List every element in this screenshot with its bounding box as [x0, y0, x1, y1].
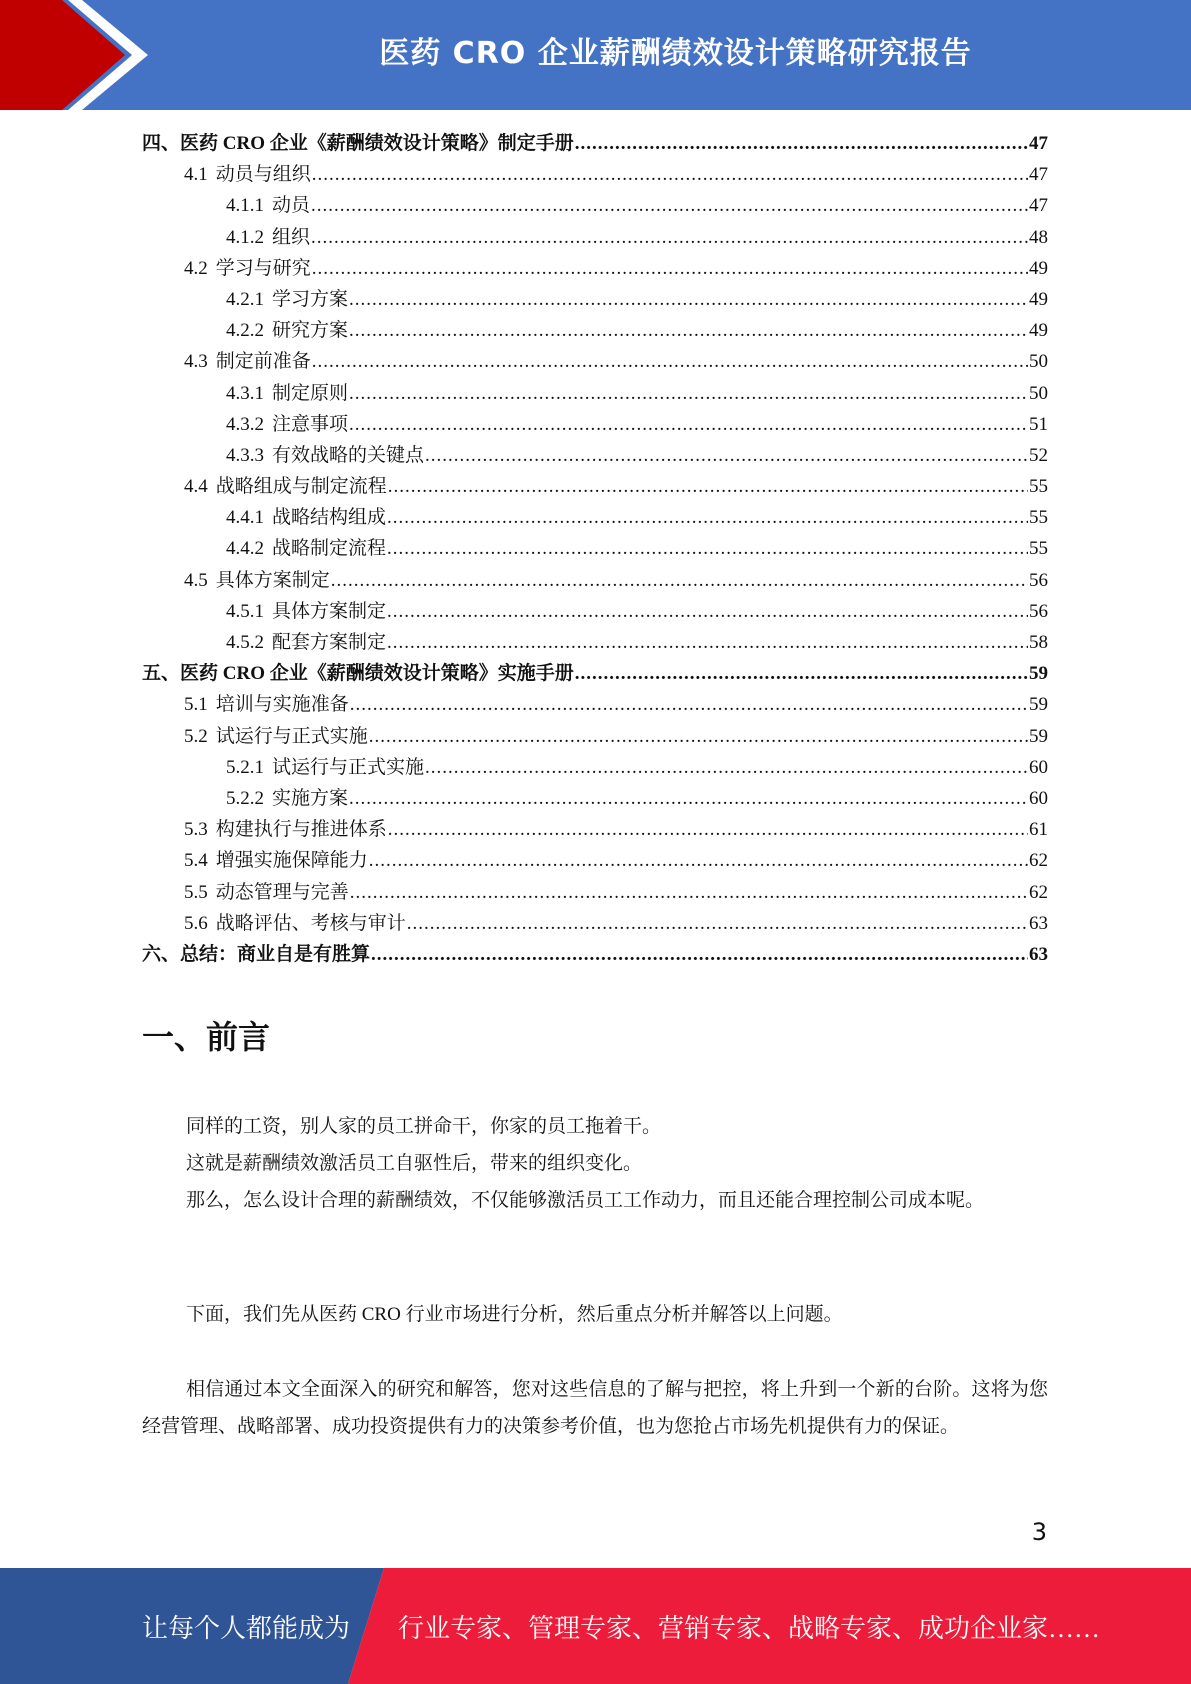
toc-dot-leader — [369, 850, 1028, 872]
toc-entry-page: 51 — [1029, 413, 1048, 435]
section-heading: 一、前言 — [142, 1018, 271, 1056]
toc-entry-number: 4.3 — [184, 351, 208, 373]
toc-entry[interactable] — [142, 315, 1048, 346]
toc-entry-label: 注意事项 — [272, 413, 349, 435]
toc-entry-number: 5.2.2 — [226, 787, 264, 809]
toc-entry[interactable] — [142, 471, 1048, 502]
toc-entry-label: 战略制定流程 — [272, 538, 387, 560]
body-paragraph: 相信通过本文全面深入的研究和解答，您对这些信息的了解与把控，将上升到一个新的台阶。这将为您经营管理、战略部署、成功投资提供有力的决策参考价值，也为您抢占市场先机提供有力的保证。 — [142, 1379, 1048, 1437]
toc-entry-number: 5.4 — [184, 850, 208, 872]
toc-dot-leader — [387, 538, 1028, 560]
toc-entry-label: 医药 CRO 企业《薪酬绩效设计策略》制定手册 — [180, 133, 574, 154]
toc-entry[interactable] — [142, 159, 1048, 190]
toc-entry-label: 具体方案制定 — [272, 600, 387, 622]
toc-dot-leader — [349, 383, 1028, 405]
toc-entry-number: 六、 — [142, 943, 181, 965]
toc-dot-leader — [312, 258, 1028, 280]
toc-entry-number: 5.5 — [184, 881, 208, 903]
toc-entry[interactable] — [142, 877, 1048, 908]
toc-entry[interactable] — [142, 533, 1048, 564]
body-paragraph: 这就是薪酬绩效激活员工自驱性后，带来的组织变化。 — [186, 1153, 643, 1174]
toc-dot-leader — [371, 944, 1028, 966]
toc-entry-page: 63 — [1029, 943, 1048, 965]
toc-entry-page: 60 — [1029, 787, 1048, 809]
toc-entry-number: 4.2 — [184, 257, 208, 279]
toc-entry[interactable] — [142, 596, 1048, 627]
toc-entry-number: 5.2 — [184, 725, 208, 747]
toc-entry-page: 50 — [1029, 351, 1048, 373]
toc-entry-label: 战略结构组成 — [272, 507, 387, 529]
toc-dot-leader — [425, 445, 1028, 467]
toc-entry-number: 4.4.1 — [226, 507, 264, 529]
toc-dot-leader — [575, 663, 1028, 685]
toc-entry-label: 学习方案 — [272, 288, 349, 310]
toc-entry-label: 总结：商业自是有胜算 — [180, 943, 371, 965]
toc-dot-leader — [312, 164, 1028, 186]
toc-dot-leader — [387, 507, 1028, 529]
toc-dot-leader — [387, 601, 1028, 623]
toc-entry-page: 49 — [1029, 320, 1048, 342]
toc-entry-label: 培训与实施准备 — [215, 694, 349, 716]
toc-dot-leader — [349, 289, 1028, 311]
body-paragraph: 同样的工资，别人家的员工拼命干，你家的员工拖着干。 — [186, 1116, 662, 1137]
toc-entry-page: 60 — [1029, 756, 1048, 778]
toc-entry-label: 有效战略的关键点 — [272, 444, 425, 466]
toc-entry-number: 4.3.2 — [226, 413, 264, 435]
toc-entry[interactable] — [142, 845, 1048, 876]
toc-entry[interactable] — [142, 128, 1048, 159]
toc-dot-leader — [388, 819, 1028, 841]
toc-entry-page: 56 — [1029, 600, 1048, 622]
toc-entry-label: 构建执行与推进体系 — [215, 819, 387, 841]
toc-dot-leader — [425, 757, 1028, 779]
toc-dot-leader — [349, 788, 1028, 810]
toc-entry-page: 55 — [1029, 476, 1048, 498]
toc-entry[interactable] — [142, 627, 1048, 658]
toc-entry-number: 4.2.1 — [226, 288, 264, 310]
toc-entry[interactable] — [142, 346, 1048, 377]
toc-entry-page: 47 — [1029, 164, 1048, 186]
toc-entry-page: 47 — [1029, 195, 1048, 217]
toc-entry-label: 动员 — [272, 195, 311, 217]
toc-entry-label: 战略组成与制定流程 — [215, 476, 387, 498]
toc-entry-label: 试运行与正式实施 — [272, 756, 425, 778]
toc-entry-number: 四、 — [142, 133, 181, 154]
toc-entry-number: 4.3.1 — [226, 382, 264, 404]
toc-entry[interactable] — [142, 284, 1048, 315]
footer-slogan-left: 让每个人都能成为 — [142, 1613, 351, 1643]
toc-dot-leader — [387, 632, 1028, 654]
toc-entry-page: 49 — [1029, 257, 1048, 279]
toc-entry-page: 61 — [1029, 819, 1048, 841]
toc-entry-label: 动态管理与完善 — [215, 881, 349, 903]
toc-entry-label: 组织 — [272, 226, 311, 248]
toc-dot-leader — [331, 570, 1028, 592]
body-paragraph: 下面，我们先从医药 CRO 行业市场进行分析，然后重点分析并解答以上问题。 — [186, 1304, 843, 1325]
page-number: 3 — [1031, 1518, 1047, 1546]
toc-entry-number: 4.5.2 — [226, 632, 264, 653]
toc-entry-number: 4.5.1 — [226, 600, 264, 622]
toc-entry-page: 56 — [1029, 569, 1048, 591]
toc-entry-label: 制定前准备 — [215, 351, 311, 373]
toc-entry-page: 59 — [1029, 663, 1048, 685]
toc-entry[interactable] — [142, 908, 1048, 939]
toc-entry-label: 战略评估、考核与审计 — [215, 912, 406, 934]
toc-entry[interactable] — [142, 939, 1048, 970]
toc-entry-page: 58 — [1029, 632, 1048, 653]
toc-entry-label: 学习与研究 — [215, 257, 311, 279]
toc-dot-leader — [369, 726, 1028, 748]
toc-entry[interactable] — [142, 689, 1048, 720]
footer-slogan-right: 行业专家、管理专家、营销专家、战略专家、成功企业家…… — [398, 1613, 1101, 1643]
toc-dot-leader — [311, 227, 1028, 249]
toc-entry-number: 4.4 — [184, 476, 208, 498]
toc-dot-leader — [349, 414, 1028, 436]
toc-dot-leader — [312, 351, 1028, 373]
toc-entry-number: 4.2.2 — [226, 320, 264, 342]
toc-dot-leader — [311, 195, 1028, 217]
toc-entry-label: 制定原则 — [272, 382, 349, 404]
toc-entry[interactable] — [142, 502, 1048, 533]
toc-entry[interactable] — [142, 814, 1048, 845]
toc-entry-label: 试运行与正式实施 — [215, 725, 368, 747]
toc-entry-page: 63 — [1029, 912, 1048, 934]
toc-entry-label: 具体方案制定 — [215, 569, 330, 591]
toc-entry-label: 实施方案 — [272, 787, 349, 809]
table-of-contents — [142, 128, 1048, 970]
toc-entry-number: 4.5 — [184, 569, 208, 591]
toc-entry-page: 62 — [1029, 881, 1048, 903]
toc-dot-leader — [575, 133, 1028, 155]
toc-entry[interactable] — [142, 253, 1048, 284]
toc-entry-label: 研究方案 — [272, 320, 349, 342]
page-footer — [0, 1568, 1191, 1684]
toc-dot-leader — [388, 476, 1028, 498]
toc-entry-label: 医药 CRO 企业《薪酬绩效设计策略》实施手册 — [180, 663, 574, 685]
header-title: 医药 CRO 企业薪酬绩效设计策略研究报告 — [379, 36, 972, 71]
toc-entry-label: 配套方案制定 — [272, 632, 387, 653]
toc-entry[interactable] — [142, 658, 1048, 689]
header-arrow-decoration — [0, 0, 160, 110]
toc-entry[interactable] — [142, 190, 1048, 221]
toc-entry-page: 55 — [1029, 507, 1048, 529]
toc-entry-number: 4.4.2 — [226, 538, 264, 560]
toc-entry[interactable] — [142, 783, 1048, 814]
toc-entry[interactable] — [142, 378, 1048, 409]
toc-entry[interactable] — [142, 440, 1048, 471]
toc-entry[interactable] — [142, 222, 1048, 253]
toc-dot-leader — [350, 694, 1028, 716]
toc-entry-number: 4.3.3 — [226, 444, 264, 466]
toc-entry[interactable] — [142, 409, 1048, 440]
toc-entry-page: 59 — [1029, 725, 1048, 747]
toc-entry-label: 增强实施保障能力 — [215, 850, 368, 872]
toc-entry-number: 4.1.2 — [226, 226, 264, 248]
toc-entry-page: 52 — [1029, 444, 1048, 466]
toc-dot-leader — [407, 913, 1028, 935]
toc-entry-number: 5.1 — [184, 694, 208, 716]
toc-entry-page: 62 — [1029, 850, 1048, 872]
toc-entry[interactable] — [142, 565, 1048, 596]
toc-entry-page: 59 — [1029, 694, 1048, 716]
toc-entry-number: 5.2.1 — [226, 756, 264, 778]
toc-entry-number: 五、 — [142, 663, 181, 685]
toc-dot-leader — [350, 882, 1028, 904]
toc-dot-leader — [349, 320, 1028, 342]
page-header — [0, 0, 1191, 110]
toc-entry-page: 50 — [1029, 382, 1048, 404]
toc-entry[interactable] — [142, 721, 1048, 752]
toc-entry-number: 5.3 — [184, 819, 208, 841]
toc-entry-number: 5.6 — [184, 912, 208, 934]
toc-entry-page: 47 — [1029, 133, 1048, 154]
body-paragraph: 那么，怎么设计合理的薪酬绩效，不仅能够激活员工工作动力，而且还能合理控制公司成本呢。 — [186, 1190, 985, 1211]
toc-entry-page: 49 — [1029, 288, 1048, 310]
toc-entry-page: 55 — [1029, 538, 1048, 560]
toc-entry-number: 4.1 — [184, 164, 208, 186]
toc-entry-page: 48 — [1029, 226, 1048, 248]
toc-entry-label: 动员与组织 — [215, 164, 311, 186]
toc-entry[interactable] — [142, 752, 1048, 783]
toc-entry-number: 4.1.1 — [226, 195, 264, 217]
